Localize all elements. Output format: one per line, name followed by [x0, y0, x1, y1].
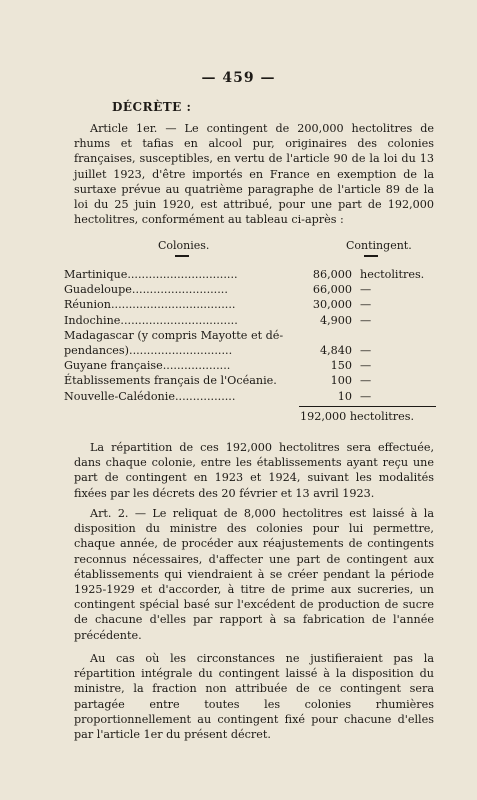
table-row: [64, 358, 436, 373]
colony-unit: —: [360, 283, 372, 297]
colony-name: Réunion...................................: [64, 298, 236, 312]
contingent-table: [64, 267, 436, 404]
colony-amount: 4,900: [319, 313, 352, 327]
table-row: [64, 313, 436, 328]
table-row: [64, 282, 436, 297]
article-1-text: Article 1er. — Le contingent de 200,000 hectolitres de rhums et tafias en alcool pur, originaires des colonies françaises, susceptibles, en vertu de l'article 90 de la loi du 13 juillet 1923, d'être importés en France en exemption de la surtaxe prévue au quatrième paragraphe de l'article 89 de la loi du 25 juin 1920, est attribué, pour une part de 192,000 hectolitres, conformément au tableau ci-après :: [74, 122, 434, 227]
colony-amount: 4,840: [319, 343, 352, 357]
table-row: [64, 343, 436, 358]
colony-unit: —: [360, 374, 372, 388]
article-2-text: Art. 2. — Le reliquat de 8,000 hectolitres est laissé à la disposition du ministre des colonies pour lui permettre, chaque année, de procéder aux réajustements de contingents reconnus nécessaires, d'affecter une part de contingent aux établissements qui viendraient à se créer pendant la période 1925-1929 et d'accorder, à titre de prime aux sucreries, un contingent spécial basé sur l'excédent de production de sucre de chacune d'elles par rapport à sa fabrication de l'année précédente.: [74, 507, 434, 642]
header-dash: [364, 255, 378, 257]
colony-name: pendances).............................: [64, 343, 233, 357]
table-row: [64, 373, 436, 388]
table-row: [64, 328, 436, 343]
colony-name: Madagascar (y compris Mayotte et dé-: [64, 328, 284, 342]
colony-amount: 10: [337, 389, 352, 403]
colony-name: Martinique...............................: [64, 268, 238, 281]
column-contingent: Contingent.: [346, 239, 412, 252]
colony-unit: —: [360, 389, 372, 403]
colony-unit: hectolitres.: [360, 268, 425, 281]
colony-name: Indochine.................................: [64, 313, 238, 327]
colony-unit: —: [360, 313, 372, 327]
page-number: — 459 —: [201, 70, 276, 86]
colony-amount: 30,000: [312, 298, 352, 312]
colony-name: Nouvelle-Calédonie.................: [64, 389, 236, 403]
table-row: [64, 267, 436, 282]
colony-name: Guyane française...................: [64, 359, 231, 373]
table-total: 192,000 hectolitres.: [300, 410, 415, 423]
colony-unit: —: [360, 343, 372, 357]
total-rule: [299, 406, 436, 407]
column-colonies: Colonies.: [158, 239, 210, 252]
distribution-paragraph: La répartition de ces 192,000 hectolitres sera effectuée, dans chaque colonie, entre les établissements ayant reçu une part de contingent en 1923 et 1924, suivant les modalités fixées par les décrets des 20 février et 13 avril 1923.: [74, 441, 434, 500]
colony-name: Guadeloupe...........................: [64, 283, 228, 297]
colony-unit: —: [360, 298, 372, 312]
colony-unit: —: [360, 359, 372, 373]
decree-heading: DÉCRÈTE :: [112, 100, 192, 114]
header-dash: [175, 255, 189, 257]
colony-amount: 150: [330, 359, 352, 373]
colony-amount: 66,000: [312, 283, 352, 297]
colony-amount: 100: [330, 374, 352, 388]
colony-name: Établissements français de l'Océanie.: [64, 374, 277, 388]
remainder-paragraph: Au cas où les circonstances ne justifieraient pas la répartition intégrale du contingent laissé à la disposition du ministre, la fraction non attribuée de ce contingent sera partagée entre toutes les colonies rhumières proportionnellement au contingent fixé pour chacune d'elles par l'article 1er du présent décret.: [74, 652, 434, 742]
table-row: [64, 389, 436, 404]
table-row: [64, 297, 436, 312]
colony-amount: 86,000: [312, 268, 352, 281]
